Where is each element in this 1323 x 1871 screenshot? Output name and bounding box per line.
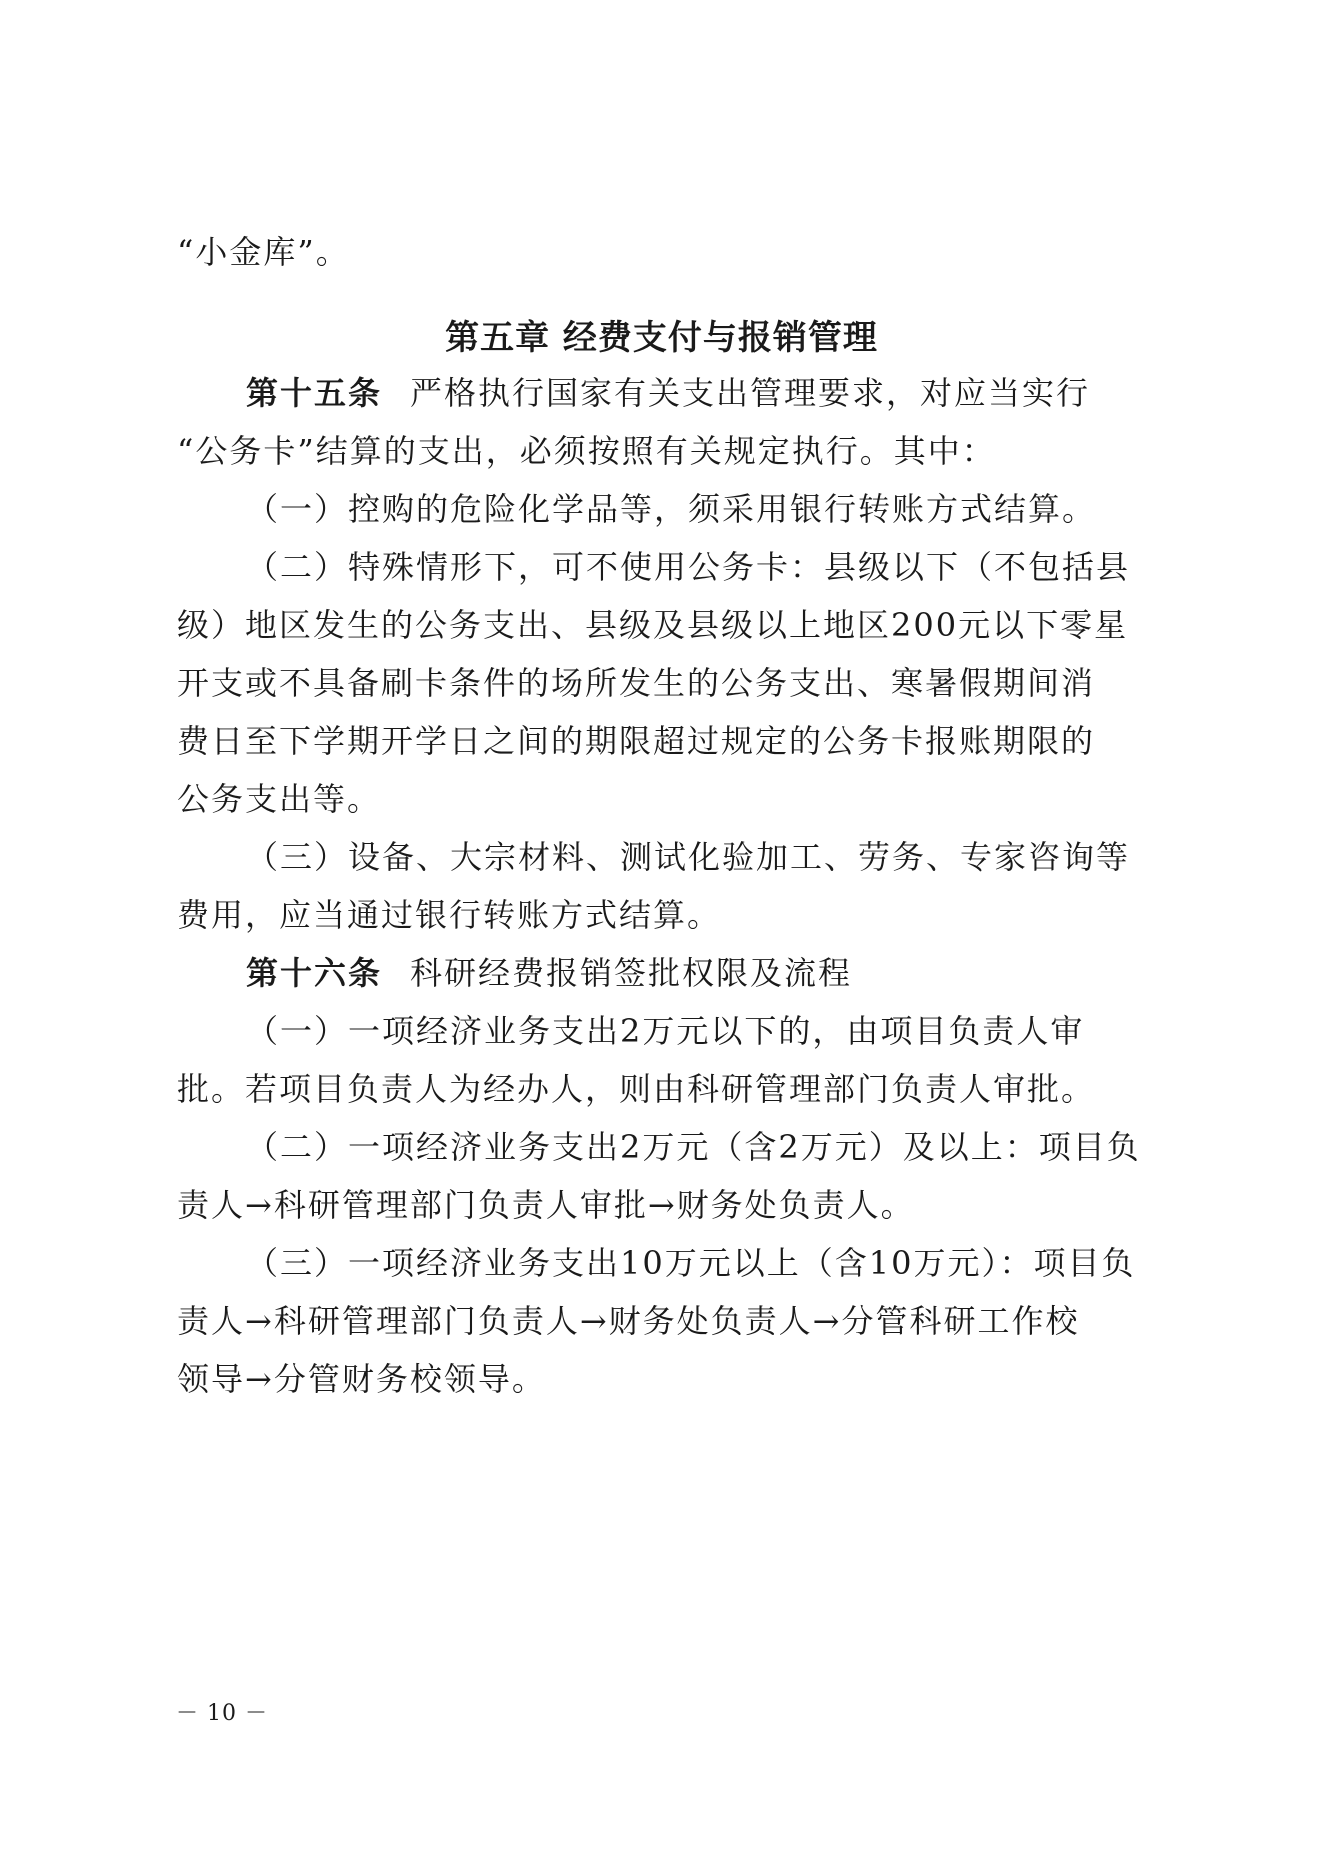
body-line: （三）一项经济业务支出10万元以上（含10万元）：项目负: [246, 1244, 1136, 1282]
article-15-label: 第十五条: [246, 374, 383, 412]
article-15-text: 严格执行国家有关支出管理要求，对应当实行: [410, 374, 1091, 412]
body-line: 开支或不具备刷卡条件的场所发生的公务支出、寒暑假期间消: [177, 664, 1096, 702]
body-line: 级）地区发生的公务支出、县级及县级以上地区200元以下零星: [177, 606, 1129, 644]
body-line: （一）一项经济业务支出2万元以下的，由项目负责人审: [246, 1012, 1085, 1050]
article-15-line: [246, 373, 1090, 413]
article-16-text: 科研经费报销签批权限及流程: [410, 954, 853, 992]
body-line: （三）设备、大宗材料、测试化验加工、劳务、专家咨询等: [246, 838, 1131, 876]
body-line: 领导→分管财务校领导。: [177, 1360, 546, 1398]
body-line: 公务支出等。: [177, 780, 382, 818]
body-line: “小金库”。: [177, 233, 350, 271]
body-line: 费日至下学期开学日之间的期限超过规定的公务卡报账期限的: [177, 722, 1096, 760]
body-line: （二）一项经济业务支出2万元（含2万元）及以上：项目负: [246, 1128, 1141, 1166]
page-number: － 10 －: [176, 1701, 268, 1726]
body-line: 责人→科研管理部门负责人→财务处负责人→分管科研工作校: [177, 1302, 1080, 1340]
article-16-line: [246, 953, 852, 993]
body-line: （一）控购的危险化学品等，须采用银行转账方式结算。: [246, 490, 1097, 528]
article-16-label: 第十六条: [246, 954, 383, 992]
body-line: 责人→科研管理部门负责人审批→财务处负责人。: [177, 1186, 915, 1224]
body-line: （二）特殊情形下，可不使用公务卡：县级以下（不包括县: [246, 548, 1131, 586]
chapter-heading: 第五章 经费支付与报销管理: [445, 318, 878, 358]
body-line: “公务卡”结算的支出，必须按照有关规定执行。其中：: [177, 432, 996, 470]
body-line: 批。若项目负责人为经办人，则由科研管理部门负责人审批。: [177, 1070, 1096, 1108]
body-line: 费用，应当通过银行转账方式结算。: [177, 896, 722, 934]
